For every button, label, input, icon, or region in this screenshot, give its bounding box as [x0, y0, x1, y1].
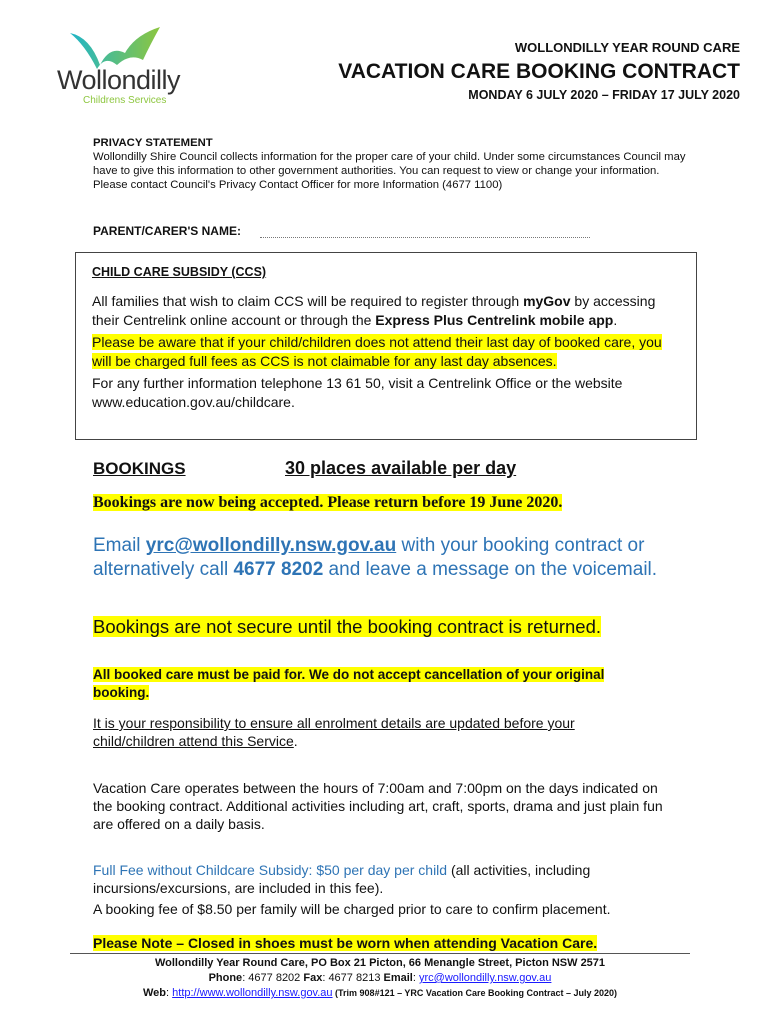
text: by accessing their Centrelink online account or through the: [92, 293, 656, 328]
text: : 4677 8213: [322, 972, 384, 984]
text: Full Fee without Childcare Subsidy: $50 per day per child: [93, 862, 448, 878]
text: All families that wish to claim CCS will be required to register through: [92, 293, 524, 309]
contact-info: [93, 534, 693, 582]
email-link[interactable]: yrc@wollondilly.nsw.gov.au: [145, 535, 397, 556]
text: Fax: [303, 972, 323, 984]
ccs-heading: CHILD CARE SUBSIDY (CCS): [92, 265, 267, 279]
footer-web: [70, 986, 690, 1001]
text: and leave a message on the voicemail.: [323, 559, 658, 580]
ccs-info: For any further information telephone 13 61 50, visit a Centrelink Office or the website www.education.gov.au/childcare.: [92, 375, 623, 410]
footer-email-link[interactable]: yrc@wollondilly.nsw.gov.au: [418, 972, 552, 984]
text: :: [166, 987, 173, 999]
bookings-heading: BOOKINGS: [93, 459, 186, 478]
ccs-box: [75, 252, 697, 440]
text: (all activities, including incursions/excursions, are included in this fee).: [93, 862, 591, 896]
wollondilly-logo: [55, 25, 195, 105]
text: .: [613, 312, 618, 328]
trim-reference: (Trim 908#121 – YRC Vacation Care Booking Contract – July 2020): [332, 988, 617, 998]
fee-info: [93, 861, 668, 897]
logo-name: Wollondilly: [57, 65, 181, 95]
footer-contacts: [70, 971, 690, 986]
parent-name-label: PARENT/CARER'S NAME:: [93, 224, 241, 238]
text: with your booking contract or alternatively call: [93, 535, 645, 580]
text: Email: [383, 972, 413, 984]
date-range: MONDAY 6 JULY 2020 – FRIDAY 17 JULY 2020: [468, 88, 740, 102]
shoes-note: Please Note – Closed in shoes must be worn when attending Vacation Care.: [93, 935, 598, 951]
logo-subtitle: Childrens Services: [83, 95, 167, 106]
text: Web: [142, 987, 167, 999]
ccs-warning: Please be aware that if your child/children does not attend their last day of booked care, you will be charged full fees as CCS is not claimable for any last day absences.: [92, 334, 662, 369]
text: It is your responsibility to ensure all enrolment details are updated before your child/children attend this Service: [93, 715, 575, 749]
text: : 4677 8202: [242, 972, 304, 984]
places-available: 30 places available per day: [285, 458, 517, 478]
privacy-statement: [93, 136, 693, 192]
ccs-paragraph-1: [92, 292, 684, 330]
phone-number: 4677 8202: [233, 559, 324, 580]
payment-notice: All booked care must be paid for. We do not accept cancellation of your original booking.: [93, 667, 605, 700]
text: :: [412, 972, 419, 984]
footer-web-link[interactable]: http://www.wollondilly.nsw.gov.au: [172, 987, 333, 999]
footer: [70, 953, 690, 1001]
booking-fee: A booking fee of $8.50 per family will be charged prior to care to confirm placement.: [93, 901, 611, 917]
privacy-heading: PRIVACY STATEMENT: [93, 137, 213, 149]
footer-address: Wollondilly Year Round Care, PO Box 21 Picton, 66 Menangle Street, Picton NSW 2571: [154, 957, 606, 969]
mygov-text: myGov: [523, 293, 571, 309]
text: .: [293, 733, 298, 749]
hours-info: Vacation Care operates between the hours of 7:00am and 7:00pm on the days indicated on the booking contract. Additional activities including art, craft, sports, drama and just plain fun are offered on a daily basis.: [93, 780, 663, 832]
ribbon-logo-icon: [55, 25, 175, 70]
privacy-text: Wollondilly Shire Council collects information for the proper care of your child. Under some circumstances Council may have to give this information to other government authorities. You can request to view or change your information. Please contact Council's Privacy Contact Officer for more Information (4677 1100): [93, 151, 686, 191]
parent-name-field[interactable]: [260, 237, 590, 238]
express-plus-text: Express Plus Centrelink mobile app: [375, 312, 614, 328]
bookings-accepted: Bookings are now being accepted. Please return before 19 June 2020.: [93, 494, 563, 511]
page-title: VACATION CARE BOOKING CONTRACT: [338, 60, 740, 83]
org-name: WOLLONDILLY YEAR ROUND CARE: [514, 40, 740, 55]
text: Email: [93, 535, 146, 556]
bookings-not-secure: Bookings are not secure until the booking contract is returned.: [93, 616, 602, 637]
responsibility-notice: [93, 714, 653, 750]
text: Phone: [208, 972, 243, 984]
